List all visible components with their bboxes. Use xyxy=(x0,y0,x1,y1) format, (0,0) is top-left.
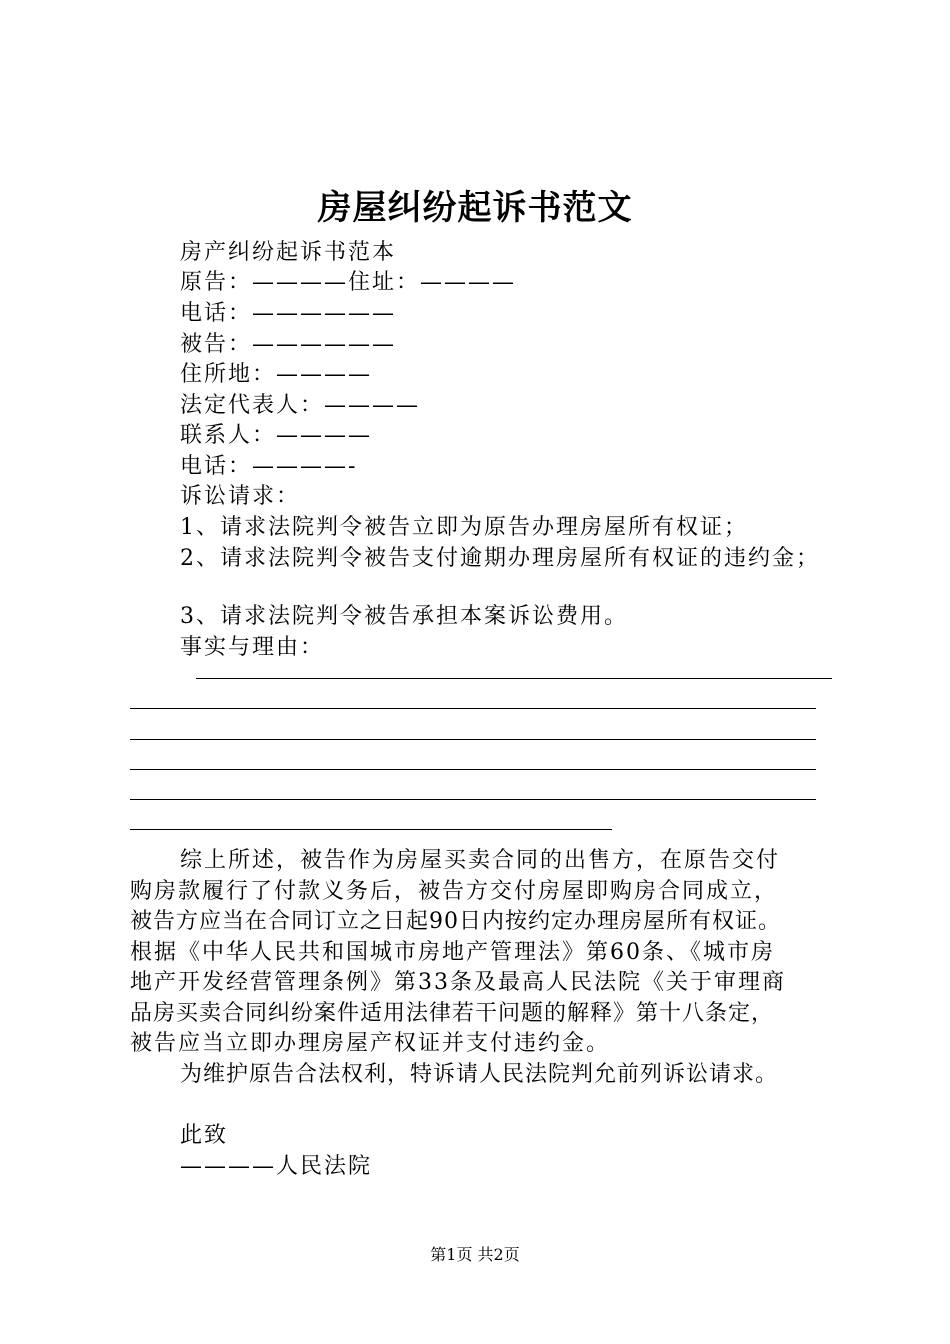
blank-fill-rule xyxy=(130,708,816,709)
summary-line: 购房款履行了付款义务后，被告方交付房屋即购房合同成立， xyxy=(130,879,779,904)
summary-line: 品房买卖合同纠纷案件适用法律若干问题的解释》第十八条定， xyxy=(130,1001,775,1026)
claim-item: 3、请求法院判令被告承担本案诉讼费用。 xyxy=(180,604,628,629)
contact-person-line: 联系人：———— xyxy=(180,423,373,448)
defendant-line: 被告：—————— xyxy=(180,332,397,357)
claim-item: 2、请求法院判令被告支付逾期办理房屋所有权证的违约金； xyxy=(180,546,820,571)
claims-heading: 诉讼请求： xyxy=(180,484,301,509)
facts-heading: 事实与理由： xyxy=(180,635,325,660)
page-number: 第1页 共2页 xyxy=(430,1245,520,1264)
blank-fill-rule xyxy=(130,769,816,770)
summary-line: 根据《中华人民共和国城市房地产管理法》第60条、《城市房 xyxy=(130,940,775,965)
claim-item: 1、请求法院判令被告立即为原告办理房屋所有权证； xyxy=(180,515,748,540)
legal-representative-line: 法定代表人：———— xyxy=(180,393,421,418)
summary-line: 地产开发经营管理条例》第33条及最高人民法院《关于审理商 xyxy=(130,970,786,995)
court-name: ————人民法院 xyxy=(180,1154,373,1179)
blank-fill-rule xyxy=(130,829,612,830)
closing-request: 为维护原告合法权利，特诉请人民法院判允前列诉讼请求。 xyxy=(180,1062,779,1087)
plaintiff-phone-line: 电话：—————— xyxy=(180,301,397,326)
blank-fill-rule xyxy=(130,799,816,800)
blank-fill-rule xyxy=(130,739,816,740)
document-title: 房屋纠纷起诉书范文 xyxy=(317,188,633,228)
blank-fill-rule xyxy=(196,678,832,679)
summary-line: 被告方应当在合同订立之日起90日内按约定办理房屋所有权证。 xyxy=(130,909,781,934)
salutation: 此致 xyxy=(180,1123,229,1148)
plaintiff-line: 原告：————住址：———— xyxy=(180,270,517,295)
summary-line: 综上所述，被告作为房屋买卖合同的出售方，在原告交付 xyxy=(180,848,781,873)
defendant-phone-line: 电话：————- xyxy=(180,454,358,479)
summary-line: 被告应当立即办理房屋产权证并支付违约金。 xyxy=(130,1031,611,1056)
document-subtitle: 房产纠纷起诉书范本 xyxy=(180,240,397,265)
domicile-line: 住所地：———— xyxy=(180,362,373,387)
